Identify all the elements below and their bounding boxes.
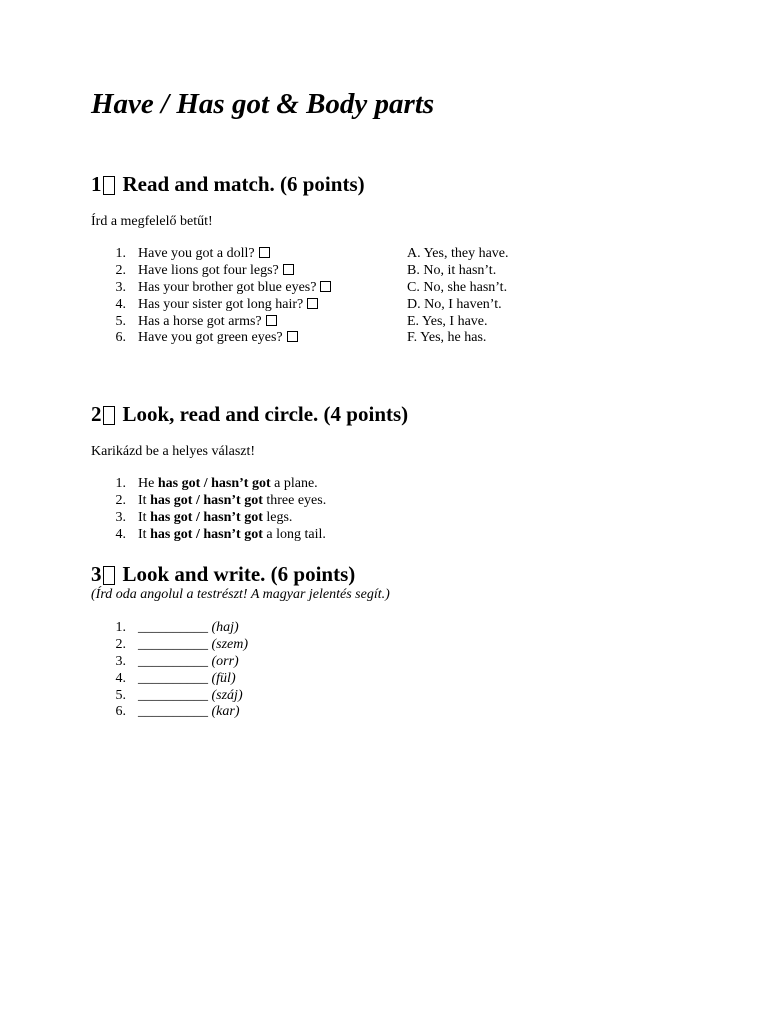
section-title: Look, read and circle. (4 points) [122,402,409,426]
list-item [91,314,331,331]
hungarian-hint: (orr) [211,653,239,669]
question-text: Has your brother got blue eyes? [138,279,317,295]
list-item [91,620,248,637]
section-3-instruction: (Írd oda angolul a testrészt! A magyar jelentés segít.) [91,587,390,602]
missing-glyph-icon [103,176,115,195]
section-number: 1 [91,172,102,196]
sentence-start: It [138,526,151,542]
answer-checkbox[interactable] [320,281,331,292]
choice-text[interactable]: has got / hasn’t got [150,492,263,508]
answer-option: F. Yes, he has. [407,330,487,346]
missing-glyph-icon [103,566,115,585]
answer-option: D. No, I haven’t. [407,296,502,312]
item-number: 1. [115,476,126,491]
question-text: Have you got green eyes? [138,330,283,346]
item-number: 1. [115,620,126,635]
list-item [91,704,248,721]
choice-text[interactable]: has got / hasn’t got [150,526,263,542]
sentence-start: It [138,509,151,525]
hungarian-hint: (fül) [211,670,236,686]
item-number: 6. [115,330,126,346]
match-question-list [91,246,331,347]
page-title: Have / Has got & Body parts [91,88,435,120]
match-answer-list [407,246,509,347]
answer-checkbox[interactable] [287,331,298,342]
question-text: Have you got a doll? [138,246,255,261]
missing-glyph-icon [103,406,115,425]
list-item [91,330,331,347]
list-item [91,476,326,493]
answer-option: E. Yes, I have. [407,313,488,329]
answer-checkbox[interactable] [259,247,270,258]
write-item-list [91,620,248,721]
list-item [91,510,326,527]
section-2-instruction: Karikázd be a helyes választ! [91,444,256,459]
answer-checkbox[interactable] [307,298,318,309]
answer-blank[interactable]: __________ [138,670,208,686]
list-item [91,654,248,671]
list-item [91,637,248,654]
question-text: Has a horse got arms? [138,313,262,329]
hungarian-hint: (haj) [211,620,239,635]
question-text: Have lions got four legs? [138,262,279,278]
choice-text[interactable]: has got / hasn’t got [157,476,271,491]
hungarian-hint: (szem) [211,636,249,652]
item-number: 1. [115,246,126,261]
list-item [91,297,331,314]
hungarian-hint: (száj) [211,687,243,703]
sentence-end: a plane. [270,476,318,491]
section-2-heading [91,401,408,427]
item-number: 5. [115,313,126,329]
section-1-instruction: Írd a megfelelő betűt! [91,214,213,229]
sentence-start: It [138,492,151,508]
list-item [91,263,331,280]
section-title: Look and write. (6 points) [122,562,356,586]
sentence-end: a long tail. [262,526,326,542]
circle-item-list [91,476,326,544]
item-number: 2. [115,636,126,652]
list-item [91,493,326,510]
sentence-end: legs. [262,509,293,525]
answer-blank[interactable]: __________ [138,620,208,635]
answer-blank[interactable]: __________ [138,687,208,703]
list-item [91,280,331,297]
sentence-start: He [138,476,158,491]
list-item [91,527,326,544]
answer-blank[interactable]: __________ [138,636,208,652]
section-number: 2 [91,402,102,426]
item-number: 4. [115,296,126,312]
list-item [91,246,331,263]
item-number: 3. [115,653,126,669]
answer-option: B. No, it hasn’t. [407,262,497,278]
item-number: 2. [115,262,126,278]
answer-blank[interactable]: __________ [138,653,208,669]
item-number: 3. [115,509,126,525]
item-number: 4. [115,670,126,686]
answer-checkbox[interactable] [283,264,294,275]
answer-checkbox[interactable] [266,315,277,326]
answer-option: A. Yes, they have. [407,246,509,261]
section-title: Read and match. (6 points) [122,172,365,196]
list-item [91,671,248,688]
item-number: 3. [115,279,126,295]
section-3-heading [91,561,355,587]
item-number: 2. [115,492,126,508]
sentence-end: three eyes. [262,492,327,508]
item-number: 5. [115,687,126,703]
answer-blank[interactable]: __________ [138,704,208,720]
question-text: Has your sister got long hair? [138,296,304,312]
section-number: 3 [91,562,102,586]
list-item [91,688,248,705]
answer-option: C. No, she hasn’t. [407,279,508,295]
item-number: 4. [115,526,126,542]
section-1-heading [91,171,365,197]
choice-text[interactable]: has got / hasn’t got [150,509,263,525]
item-number: 6. [115,704,126,720]
hungarian-hint: (kar) [211,704,240,720]
